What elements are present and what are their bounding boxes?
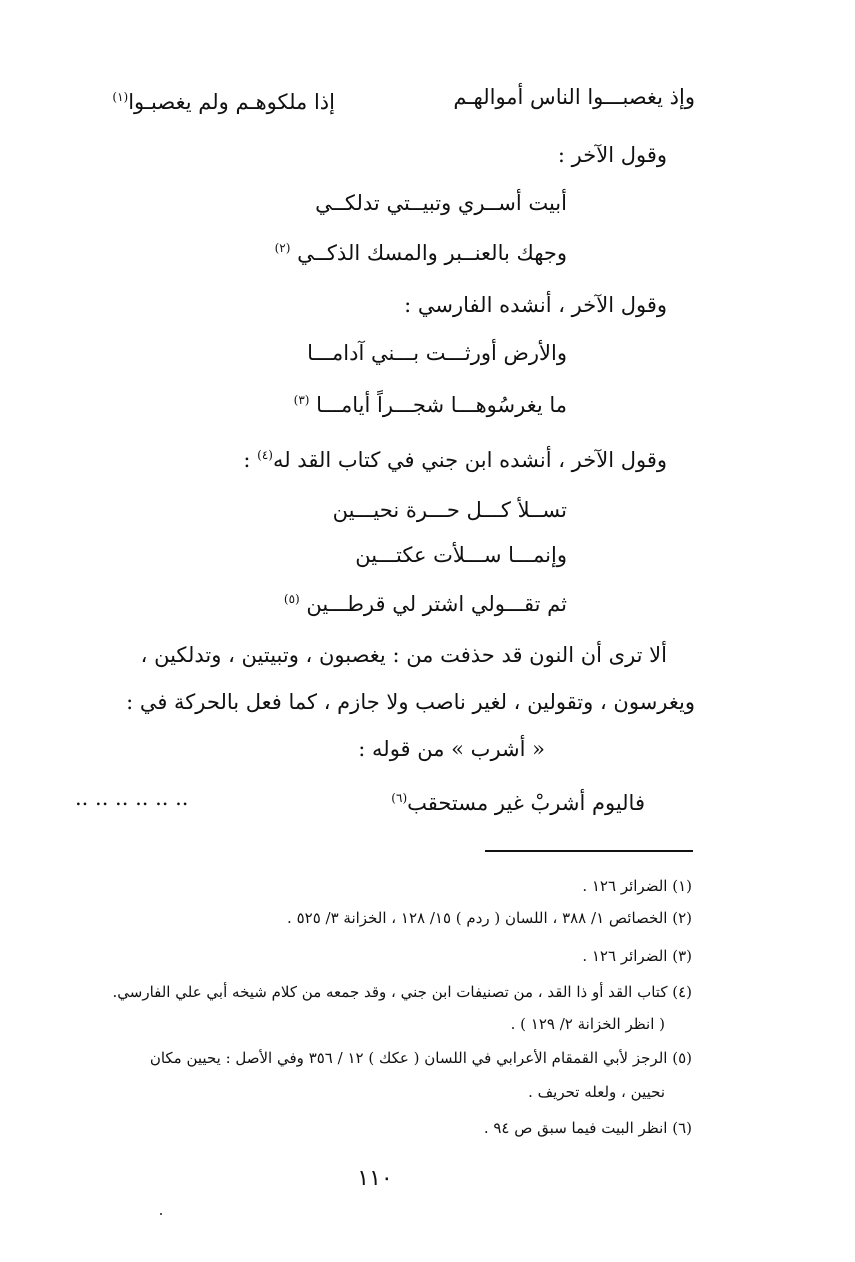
verse3-line2 (294, 385, 567, 420)
verse5-line (391, 783, 645, 818)
verse5-ellipsis: .. .. .. .. .. .. (75, 786, 189, 810)
footnote-ref-2: (٢) (274, 241, 291, 255)
intro4-text: وقول الآخر ، أنشده ابن جني في كتاب القد له (272, 448, 667, 472)
verse4-line2: وإنمـــا ســـلأت عكتـــين (355, 543, 567, 567)
verse2-line1: أبيت أســري وتبيــتي تدلكــي (315, 191, 567, 215)
intro4-colon: : (243, 448, 251, 472)
verse1-right-hemistich: وإذ يغصبـــوا الناس أموالهـم (453, 85, 695, 109)
intro-line-3: وقول الآخر ، أنشده الفارسي : (404, 293, 667, 317)
verse5-text: فاليوم أشربْ غير مستحقب (407, 791, 645, 815)
scan-speck (160, 1213, 162, 1215)
footnote-5-cont: نحيين ، ولعله تحريف . (528, 1083, 665, 1101)
footnote-ref-5: (٥) (283, 592, 300, 606)
footnote-ref-4: (٤) (257, 448, 273, 462)
footnote-1: (١) الضرائر ١٢٦ . (582, 877, 692, 895)
paragraph-line2: ويغرسون ، وتقولين ، لغير ناصب ولا جازم ، كما فعل بالحركة في : (126, 690, 695, 714)
intro-line-4 (243, 440, 667, 475)
footnote-ref-3: (٣) (293, 393, 310, 407)
paragraph-line1: ألا ترى أن النون قد حذفت من : يغصبون ، وتبيتين ، وتدلكين ، (140, 643, 667, 667)
verse4-line3-text: ثم تقـــولي اشتر لي قرطـــين (306, 592, 567, 616)
footnote-2: (٢) الخصائص ١/ ٣٨٨ ، اللسان ( ردم ) ١٥/ ١٢٨ ، الخزانة ٣/ ٥٢٥ . (287, 909, 692, 927)
footnote-6: (٦) انظر البيت فيما سبق ص ٩٤ . (483, 1119, 692, 1137)
verse4-line1: تســلأ كـــل حـــرة نحيـــين (332, 498, 567, 522)
page-number: ١١٠ (357, 1166, 393, 1191)
paragraph-line3: « أشرب » من قوله : (358, 737, 545, 761)
footnote-5: (٥) الرجز لأبي القمقام الأعرابي في اللسان ( عكك ) ١٢ / ٣٥٦ وفي الأصل : يحيين مكان (149, 1049, 692, 1067)
footnote-4: (٤) كتاب القد أو ذا القد ، من تصنيفات ابن جني ، وقد جمعه من كلام شيخه أبي علي الفارسي. (112, 983, 692, 1001)
verse3-line2-text: ما يغرسُوهـــا شجـــراً أيامـــا (316, 393, 567, 417)
verse4-line3 (284, 584, 567, 619)
footnote-ref-6: (٦) (391, 791, 408, 805)
footnote-4-cont: ( انظر الخزانة ٢/ ١٢٩ ) . (510, 1015, 665, 1033)
footnote-separator (485, 850, 693, 852)
verse2-line2 (275, 233, 567, 268)
verse3-line1: والأرض أورثـــت بـــني آدامـــا (307, 341, 567, 365)
verse1-left-hemistich (112, 82, 335, 117)
verse1-left-text: إذا ملكوهـم ولم يغصبـوا (128, 90, 335, 114)
footnote-ref-1: (١) (112, 90, 129, 104)
footnote-3: (٣) الضرائر ١٢٦ . (582, 947, 692, 965)
verse2-line2-text: وجهك بالعنــبر والمسك الذكــي (297, 241, 567, 265)
intro-line-2: وقول الآخر : (557, 143, 667, 167)
